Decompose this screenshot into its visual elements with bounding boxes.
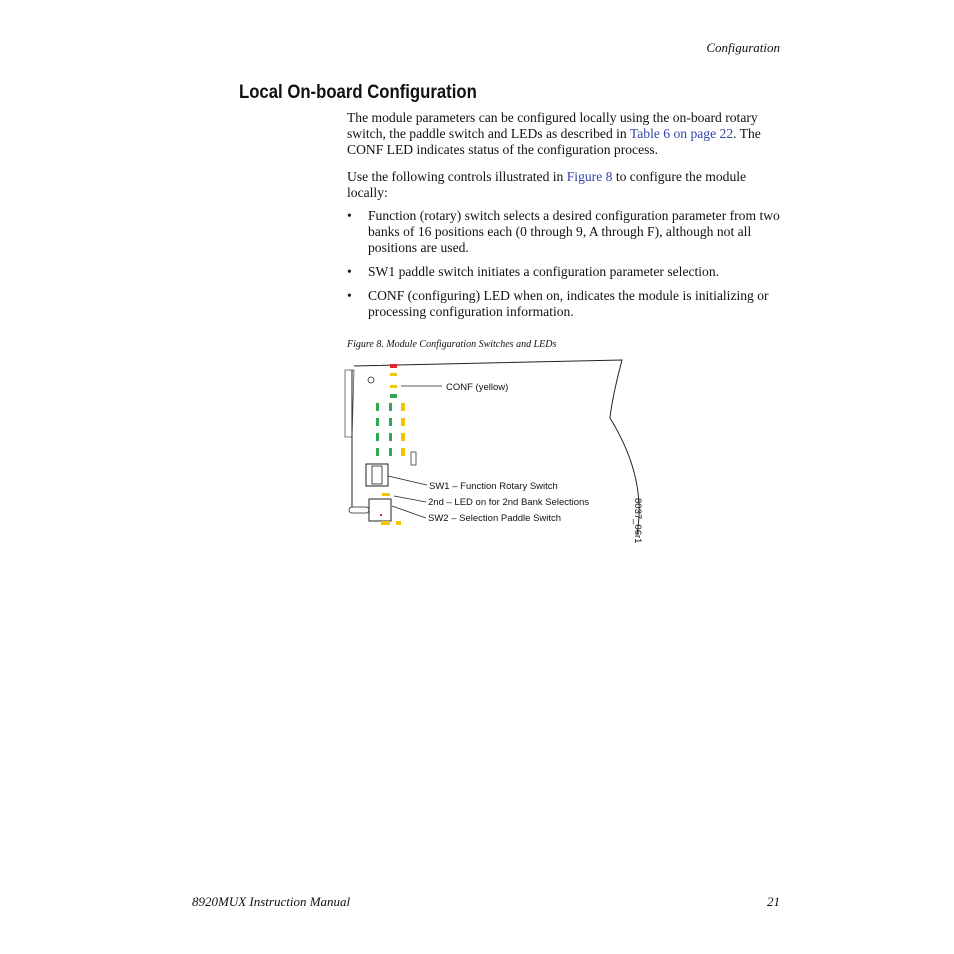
led xyxy=(396,521,401,525)
controls-text-before: Use the following controls illustrated in xyxy=(347,169,567,184)
paddle-lever xyxy=(349,507,369,513)
manual-title: 8920MUX Instruction Manual xyxy=(192,894,351,909)
bullet-symbol: • xyxy=(347,288,352,303)
led xyxy=(401,403,405,411)
green-led xyxy=(390,394,397,398)
led xyxy=(376,448,379,456)
led xyxy=(381,521,390,525)
red-led xyxy=(390,364,397,368)
second-label: 2nd – LED on for 2nd Bank Selections xyxy=(428,497,590,508)
yellow-led xyxy=(390,373,397,376)
led xyxy=(376,418,379,426)
led xyxy=(401,433,405,441)
board-edge xyxy=(345,370,354,437)
list-item-text: SW1 paddle switch initiates a configuration parameter selection. xyxy=(368,264,720,279)
led xyxy=(376,433,379,441)
running-header: Configuration xyxy=(706,40,780,55)
sw1-callout-line xyxy=(388,476,427,485)
list-item-text: Function (rotary) switch selects a desired configuration parameter from two banks of 16 positions each (0 through 9, A through F), although not all positions are used. xyxy=(368,208,780,255)
module-diagram xyxy=(342,358,652,548)
paddle-switch-sw2 xyxy=(369,499,391,521)
jumper xyxy=(411,452,416,465)
switch-dot xyxy=(380,514,382,516)
intro-text-after: . The CONF LED indicates status of the configuration process. xyxy=(347,126,761,157)
led xyxy=(389,403,392,411)
conf-led xyxy=(390,385,397,388)
section-title: Local On-board Configuration xyxy=(239,82,477,103)
sw1-label: SW1 – Function Rotary Switch xyxy=(429,481,558,492)
led xyxy=(376,403,379,411)
led xyxy=(389,418,392,426)
page-number: 21 xyxy=(767,894,780,909)
controls-intro-paragraph xyxy=(347,169,787,201)
second-callout-line xyxy=(394,496,426,502)
intro-paragraph xyxy=(347,110,787,158)
mounting-hole xyxy=(368,377,374,383)
bullet-symbol: • xyxy=(347,264,352,279)
led-column-2 xyxy=(389,403,392,456)
led xyxy=(389,433,392,441)
drawing-id: 8037_06r1 xyxy=(632,498,643,544)
led xyxy=(389,448,392,456)
list-item xyxy=(347,288,787,320)
list-item xyxy=(347,208,787,256)
led-column-1 xyxy=(376,403,379,456)
bullet-symbol: • xyxy=(347,208,352,223)
list-item xyxy=(347,264,787,280)
figure-caption: Figure 8. Module Configuration Switches and LEDs xyxy=(347,339,557,350)
led-column-3 xyxy=(401,403,405,456)
conf-label: CONF (yellow) xyxy=(446,382,509,393)
intro-text-before: The module parameters can be configured locally using the on-board rotary switch, the paddle switch and LEDs as described in xyxy=(347,110,758,141)
figure-8-link[interactable]: Figure 8 xyxy=(566,169,613,184)
list-item-text: CONF (configuring) LED when on, indicates the module is initializing or processing configuration information. xyxy=(368,288,769,319)
led xyxy=(401,418,405,426)
sw2-callout-line xyxy=(392,506,426,518)
sw2-label: SW2 – Selection Paddle Switch xyxy=(428,513,562,524)
controls-text-after: to configure the module locally: xyxy=(347,169,747,200)
led-2nd-bank xyxy=(382,493,390,496)
led xyxy=(401,448,405,456)
rotary-switch-sw1 xyxy=(366,464,388,486)
controls-list xyxy=(347,208,787,328)
table-6-link[interactable]: Table 6 on page 22 xyxy=(629,126,734,141)
